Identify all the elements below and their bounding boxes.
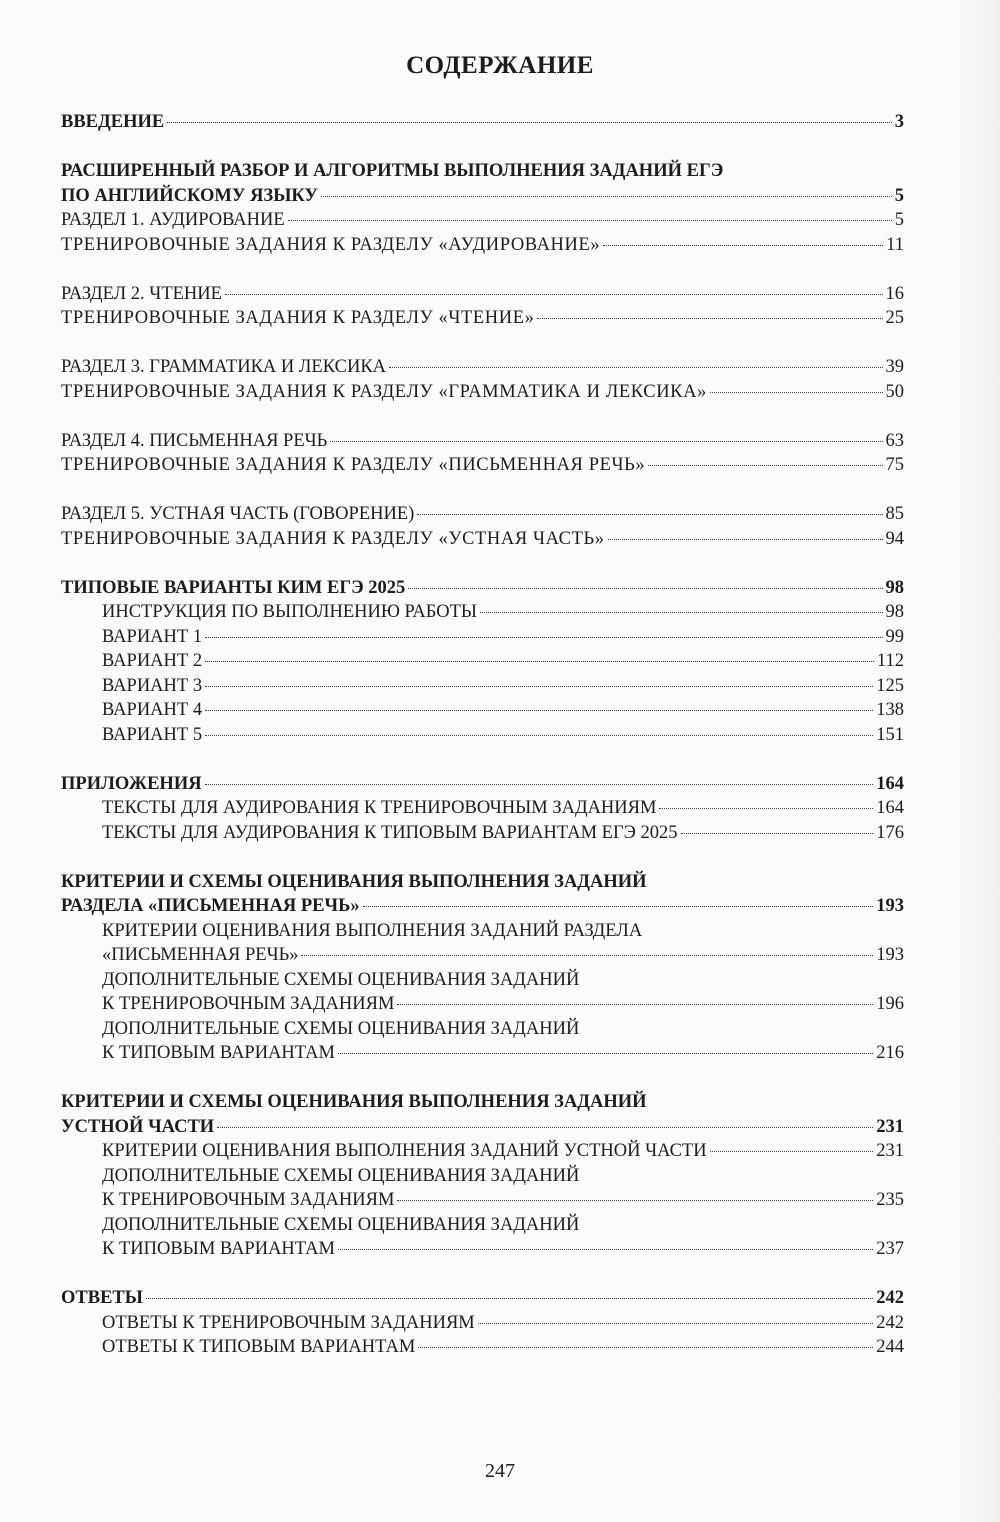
toc-entry-title: ВАРИАНТ 3	[102, 675, 203, 696]
page-edge-shadow	[958, 0, 1000, 1522]
toc-entry[interactable]	[61, 208, 904, 233]
toc-page-number: 138	[876, 700, 904, 720]
toc-entry-title: ДОПОЛНИТЕЛЬНЫЕ СХЕМЫ ОЦЕНИВАНИЯ ЗАДАНИЙ	[102, 1165, 580, 1186]
toc-entry-title: К ТРЕНИРОВОЧНЫМ ЗАДАНИЯМ	[102, 994, 395, 1014]
toc-entry-title: ТЕКСТЫ ДЛЯ АУДИРОВАНИЯ К ТРЕНИРОВОЧНЫМ ЗАДАНИЯМ	[102, 798, 657, 818]
dot-leader	[608, 538, 883, 540]
toc-entry[interactable]	[61, 919, 904, 944]
toc-gap	[61, 845, 904, 870]
toc-entry[interactable]	[61, 380, 904, 405]
toc-gap	[61, 1066, 904, 1091]
toc-entry-title: ДОПОЛНИТЕЛЬНЫЕ СХЕМЫ ОЦЕНИВАНИЯ ЗАДАНИЙ	[102, 969, 580, 990]
toc-entry[interactable]	[61, 796, 904, 821]
toc-entry[interactable]	[61, 992, 904, 1017]
toc-page-number: 216	[876, 1043, 904, 1063]
dot-leader	[205, 783, 874, 785]
toc-entry-title: ТРЕНИРОВОЧНЫЕ ЗАДАНИЯ К РАЗДЕЛУ «ЧТЕНИЕ»	[61, 308, 535, 328]
toc-entry-title: ТИПОВЫЕ ВАРИАНТЫ КИМ ЕГЭ 2025	[61, 577, 406, 598]
toc-entry[interactable]	[61, 527, 904, 552]
toc-page-number: 5	[894, 210, 904, 230]
toc-entry[interactable]	[61, 968, 904, 993]
toc-entry[interactable]	[61, 1237, 904, 1262]
toc-entry[interactable]	[61, 1139, 904, 1164]
toc-entry-title: ДОПОЛНИТЕЛЬНЫЕ СХЕМЫ ОЦЕНИВАНИЯ ЗАДАНИЙ	[102, 1214, 580, 1235]
dot-leader	[478, 1322, 873, 1324]
toc-page-number: 151	[876, 724, 904, 745]
toc-page-number: 193	[876, 896, 904, 916]
toc-entry-title: ОТВЕТЫ К ТРЕНИРОВОЧНЫМ ЗАДАНИЯМ	[102, 1312, 475, 1333]
toc-entry-title: ВАРИАНТ 5	[102, 724, 203, 745]
toc-entry-title: РАЗДЕЛ 5. УСТНАЯ ЧАСТЬ (ГОВОРЕНИЕ)	[61, 504, 415, 524]
toc-section-heading[interactable]	[61, 772, 904, 797]
toc-entry-title: ВВЕДЕНИЕ	[61, 112, 165, 132]
toc-entry[interactable]	[61, 233, 904, 258]
toc-entry-title: РАЗДЕЛ 1. АУДИРОВАНИЕ	[61, 210, 285, 230]
toc-entry[interactable]	[61, 1335, 904, 1360]
dot-leader	[146, 1297, 873, 1299]
dot-leader	[681, 832, 874, 834]
dot-leader	[648, 464, 882, 466]
toc-entry[interactable]	[61, 429, 904, 454]
toc-gap	[61, 551, 904, 576]
toc-entry[interactable]	[61, 502, 904, 527]
toc-entry-title: КРИТЕРИИ ОЦЕНИВАНИЯ ВЫПОЛНЕНИЯ ЗАДАНИЙ РАЗДЕЛА	[102, 920, 643, 941]
toc-entry-title: ОТВЕТЫ	[61, 1288, 143, 1308]
toc-entry-title: ТРЕНИРОВОЧНЫЕ ЗАДАНИЯ К РАЗДЕЛУ «АУДИРОВАНИЕ»	[61, 234, 601, 255]
dot-leader	[301, 954, 873, 956]
toc-entry[interactable]	[61, 355, 904, 380]
toc-entry[interactable]	[61, 1041, 904, 1066]
toc-entry-title: РАСШИРЕННЫЙ РАЗБОР И АЛГОРИТМЫ ВЫПОЛНЕНИЯ ЗАДАНИЙ ЕГЭ	[61, 161, 724, 181]
toc-page-number: 39	[885, 357, 904, 377]
dot-leader	[363, 905, 874, 907]
toc-page-number: 237	[876, 1239, 904, 1259]
toc-gap	[61, 331, 904, 356]
dot-leader	[330, 440, 882, 442]
toc-page-number: 3	[894, 112, 904, 132]
toc-entry[interactable]	[61, 600, 904, 625]
toc-page-number: 98	[885, 577, 904, 598]
dot-leader	[537, 317, 882, 319]
toc-entry[interactable]	[61, 821, 904, 846]
dot-leader	[205, 685, 873, 687]
page-number: 247	[485, 1460, 515, 1482]
dot-leader	[338, 1248, 873, 1250]
toc-entry-title: ТЕКСТЫ ДЛЯ АУДИРОВАНИЯ К ТИПОВЫМ ВАРИАНТАМ ЕГЭ 2025	[102, 822, 678, 843]
dot-leader	[205, 709, 873, 711]
dot-leader	[288, 219, 892, 221]
dot-leader	[408, 587, 882, 589]
toc-page-number: 125	[876, 675, 904, 696]
dot-leader	[389, 366, 882, 368]
toc-entry[interactable]	[61, 1188, 904, 1213]
toc-entry-title: ВАРИАНТ 2	[102, 651, 203, 671]
toc-entry-title: ИНСТРУКЦИЯ ПО ВЫПОЛНЕНИЮ РАБОТЫ	[102, 602, 478, 622]
toc-entry-title: К ТИПОВЫМ ВАРИАНТАМ	[102, 1239, 335, 1259]
toc-entry-title: КРИТЕРИИ ОЦЕНИВАНИЯ ВЫПОЛНЕНИЯ ЗАДАНИЙ УСТНОЙ ЧАСТИ	[102, 1141, 707, 1161]
toc-entry-title: ПО АНГЛИЙСКОМУ ЯЗЫКУ	[61, 185, 318, 206]
toc-entry-title: РАЗДЕЛ 3. ГРАММАТИКА И ЛЕКСИКА	[61, 357, 387, 377]
dot-leader	[205, 660, 874, 662]
toc-entry-title: РАЗДЕЛА «ПИСЬМЕННАЯ РЕЧЬ»	[61, 896, 360, 916]
toc-entry[interactable]	[61, 674, 904, 699]
toc-entry-title: ВАРИАНТ 4	[102, 700, 203, 720]
toc-entry-title: ТРЕНИРОВОЧНЫЕ ЗАДАНИЯ К РАЗДЕЛУ «ГРАММАТИКА И ЛЕКСИКА»	[61, 381, 707, 402]
toc-page-number: 231	[876, 1141, 904, 1161]
toc-page-number: 235	[876, 1190, 904, 1210]
toc-entry-title: ПРИЛОЖЕНИЯ	[61, 773, 202, 794]
toc-section-heading[interactable]	[61, 1090, 904, 1115]
toc-page-number: 112	[876, 651, 904, 671]
toc-gap	[61, 747, 904, 772]
toc-entry-title: РАЗДЕЛ 2. ЧТЕНИЕ	[61, 283, 222, 304]
toc-page-number: 63	[885, 430, 904, 451]
toc-page-number: 193	[876, 945, 904, 965]
dot-leader	[417, 513, 882, 515]
toc-entry-title: ДОПОЛНИТЕЛЬНЫЕ СХЕМЫ ОЦЕНИВАНИЯ ЗАДАНИЙ	[102, 1018, 580, 1039]
toc-entry[interactable]	[61, 282, 904, 307]
table-of-contents	[61, 110, 904, 1360]
toc-page-number: 16	[885, 283, 904, 304]
toc-entry-title: К ТИПОВЫМ ВАРИАНТАМ	[102, 1043, 335, 1063]
toc-page-number: 242	[876, 1312, 904, 1333]
toc-page-number: 5	[894, 185, 904, 206]
toc-section-heading[interactable]	[61, 110, 904, 135]
dot-leader	[480, 611, 882, 613]
dot-leader	[659, 807, 873, 809]
toc-page-number: 176	[876, 822, 904, 843]
toc-page-number: 196	[876, 994, 904, 1014]
dot-leader	[338, 1052, 873, 1054]
toc-gap	[61, 404, 904, 429]
toc-entry[interactable]	[61, 1017, 904, 1042]
toc-entry-title: ВАРИАНТ 1	[102, 626, 203, 647]
toc-section-heading[interactable]	[61, 184, 904, 209]
toc-gap	[61, 135, 904, 160]
toc-gap	[61, 257, 904, 282]
dot-leader	[397, 1199, 873, 1201]
toc-section-heading[interactable]	[61, 576, 904, 601]
dot-leader	[205, 734, 873, 736]
dot-leader	[167, 121, 892, 123]
dot-leader	[397, 1003, 873, 1005]
toc-section-heading[interactable]	[61, 1286, 904, 1311]
toc-entry-title: КРИТЕРИИ И СХЕМЫ ОЦЕНИВАНИЯ ВЫПОЛНЕНИЯ ЗАДАНИЙ	[61, 871, 647, 892]
toc-section-heading[interactable]	[61, 159, 904, 184]
toc-entry[interactable]	[61, 306, 904, 331]
dot-leader	[710, 1150, 874, 1152]
toc-page-number: 94	[885, 528, 904, 549]
toc-entry[interactable]	[61, 1164, 904, 1189]
dot-leader	[225, 293, 883, 295]
dot-leader	[603, 244, 883, 246]
toc-entry-title: К ТРЕНИРОВОЧНЫМ ЗАДАНИЯМ	[102, 1190, 395, 1210]
toc-entry[interactable]	[61, 1213, 904, 1238]
toc-page-number: 75	[885, 455, 904, 475]
toc-entry-title: ТРЕНИРОВОЧНЫЕ ЗАДАНИЯ К РАЗДЕЛУ «УСТНАЯ ЧАСТЬ»	[61, 528, 605, 549]
toc-entry-title: КРИТЕРИИ И СХЕМЫ ОЦЕНИВАНИЯ ВЫПОЛНЕНИЯ ЗАДАНИЙ	[61, 1092, 647, 1112]
toc-entry[interactable]	[61, 453, 904, 478]
toc-page-number: 85	[885, 504, 904, 524]
toc-entry-title: РАЗДЕЛ 4. ПИСЬМЕННАЯ РЕЧЬ	[61, 430, 328, 451]
page-title: СОДЕРЖАНИЕ	[406, 52, 594, 79]
toc-entry[interactable]	[61, 1311, 904, 1336]
toc-entry-title: «ПИСЬМЕННАЯ РЕЧЬ»	[102, 945, 299, 965]
toc-entry[interactable]	[61, 698, 904, 723]
toc-entry[interactable]	[61, 625, 904, 650]
toc-entry[interactable]	[61, 649, 904, 674]
dot-leader	[418, 1346, 873, 1348]
toc-gap	[61, 478, 904, 503]
toc-gap	[61, 1262, 904, 1287]
toc-page-number: 98	[885, 602, 904, 622]
toc-entry-title: УСТНОЙ ЧАСТИ	[61, 1116, 215, 1137]
toc-page-number: 25	[885, 308, 904, 328]
toc-page-number: 164	[876, 773, 904, 794]
toc-page-number: 242	[876, 1288, 904, 1308]
dot-leader	[205, 636, 882, 638]
dot-leader	[710, 391, 883, 393]
toc-section-heading[interactable]	[61, 1115, 904, 1140]
dot-leader	[217, 1126, 873, 1128]
toc-section-heading[interactable]	[61, 870, 904, 895]
toc-page-number: 99	[885, 626, 904, 647]
toc-entry-title: ОТВЕТЫ К ТИПОВЫМ ВАРИАНТАМ	[102, 1337, 416, 1357]
toc-page-number: 231	[876, 1116, 904, 1137]
toc-page-number: 244	[876, 1337, 904, 1357]
toc-page-number: 164	[876, 798, 904, 818]
toc-entry[interactable]	[61, 723, 904, 748]
toc-entry[interactable]	[61, 943, 904, 968]
toc-entry-title: ТРЕНИРОВОЧНЫЕ ЗАДАНИЯ К РАЗДЕЛУ «ПИСЬМЕННАЯ РЕЧЬ»	[61, 455, 646, 475]
toc-page-number: 50	[885, 381, 904, 402]
toc-page-number: 11	[886, 234, 904, 255]
toc-section-heading[interactable]	[61, 894, 904, 919]
dot-leader	[321, 195, 892, 197]
